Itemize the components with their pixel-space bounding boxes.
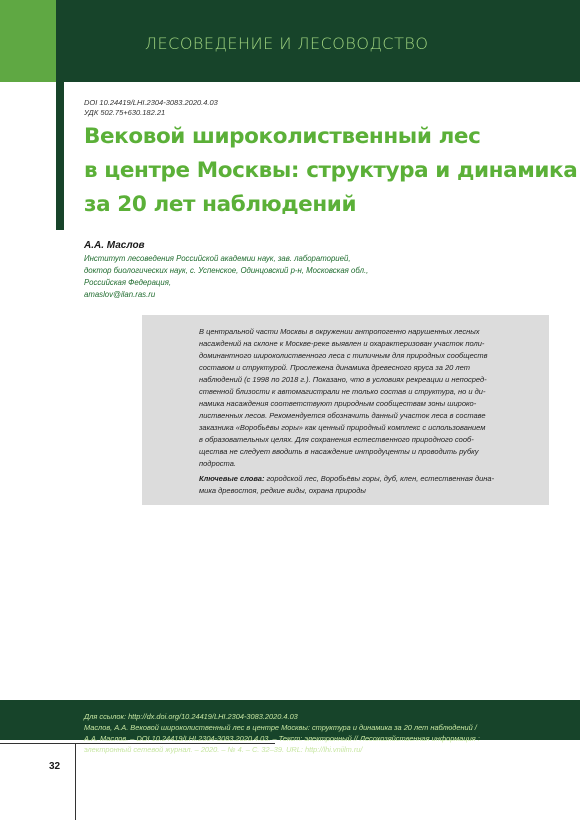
- abstract-box: [142, 315, 549, 505]
- abstract-line: в образовательных целях. Для сохранения естественного природного сооб-: [199, 435, 474, 444]
- abstract-line: лиственных лесов. Рекомендуется обозначить данный участок леса в составе: [199, 411, 486, 420]
- citation-line: А.А. Маслов. – DOI 10.24419/LHI.2304-3083.2020.4.03. – Текст: электронный // Лесохозяйственная информация :: [84, 734, 480, 743]
- title-line: в центре Москвы: структура и динамика: [84, 158, 578, 183]
- author-name: А.А. Маслов: [84, 240, 145, 251]
- citation-text: [84, 711, 574, 755]
- title-line: за 20 лет наблюдений: [84, 192, 357, 217]
- abstract-line: заказника «Воробьёвы горы» как ценный природный комплекс с использованием: [199, 423, 486, 432]
- abstract-line: наблюдений (с 1998 по 2018 г.). Показано, что в условиях рекреации и непосред-: [199, 375, 487, 384]
- page-number: 32: [49, 761, 61, 772]
- abstract-line: насаждений на склоне к Москве-реке выявлен и охарактеризован участок поли-: [199, 339, 485, 348]
- abstract-line: подроста.: [199, 459, 236, 468]
- keywords-label: Ключевые слова:: [199, 474, 265, 483]
- citation-line: Маслов, А.А. Вековой широколиственный лес в центре Москвы: структура и динамика за 20 лет наблюдений /: [84, 723, 477, 732]
- affiliation-line: доктор биологических наук, с. Успенское, Одинцовский р-н, Московская обл.,: [84, 266, 369, 275]
- header-accent-block: [0, 0, 56, 82]
- keywords-text-cont: мика древостоя, редкие виды, охрана природы: [199, 486, 366, 495]
- keywords: [199, 473, 520, 485]
- affiliation-line: Институт лесоведения Российской академии наук, зав. лабораторией,: [84, 254, 351, 263]
- section-title: ЛЕСОВЕДЕНИЕ И ЛЕСОВОДСТВО: [145, 34, 429, 53]
- abstract-line: составом и структурой. Прослежена динамика древесного яруса за 20 лет: [199, 363, 470, 372]
- citation-line: электронный сетевой журнал. – 2020. – № 4. – С. 32–39. URL: http://lhi.vniilm.ru/: [84, 745, 363, 754]
- footer-rule: [0, 743, 275, 744]
- affiliation-line: Российская Федерация,: [84, 278, 172, 287]
- article-title: [84, 120, 578, 222]
- udk-text: УДК 502.75+630.182.21: [84, 108, 166, 117]
- abstract-line: щества не следует вводить в насаждение интродуценты и проводить рубку: [199, 447, 479, 456]
- keywords-text: городской лес, Воробьёвы горы, дуб, клен, естественная дина-: [264, 474, 495, 483]
- footer-vertical-rule: [75, 743, 76, 820]
- abstract-line: намика насаждения соответствуют природным сообществам зоны широко-: [199, 399, 477, 408]
- abstract-line: ственной близости к автомагистрали не только состав и структура, но и ди-: [199, 387, 486, 396]
- abstract-line: В центральной части Москвы в окружении антропогенно нарушенных лесных: [199, 327, 480, 336]
- abstract-line: доминантного широколиственного леса с типичным для природных сообществ: [199, 351, 488, 360]
- title-accent-bar: [56, 82, 64, 230]
- abstract-text: [199, 326, 520, 497]
- author-affiliation: [84, 253, 368, 301]
- title-line: Вековой широколиственный лес: [84, 124, 481, 149]
- author-email: amaslov@ilan.ras.ru: [84, 290, 156, 299]
- doi-text: DOI 10.24419/LHI.2304-3083.2020.4.03: [84, 98, 218, 107]
- citation-doi-link: Для ссылок: http://dx.doi.org/10.24419/LHI.2304-3083.2020.4.03: [84, 712, 298, 721]
